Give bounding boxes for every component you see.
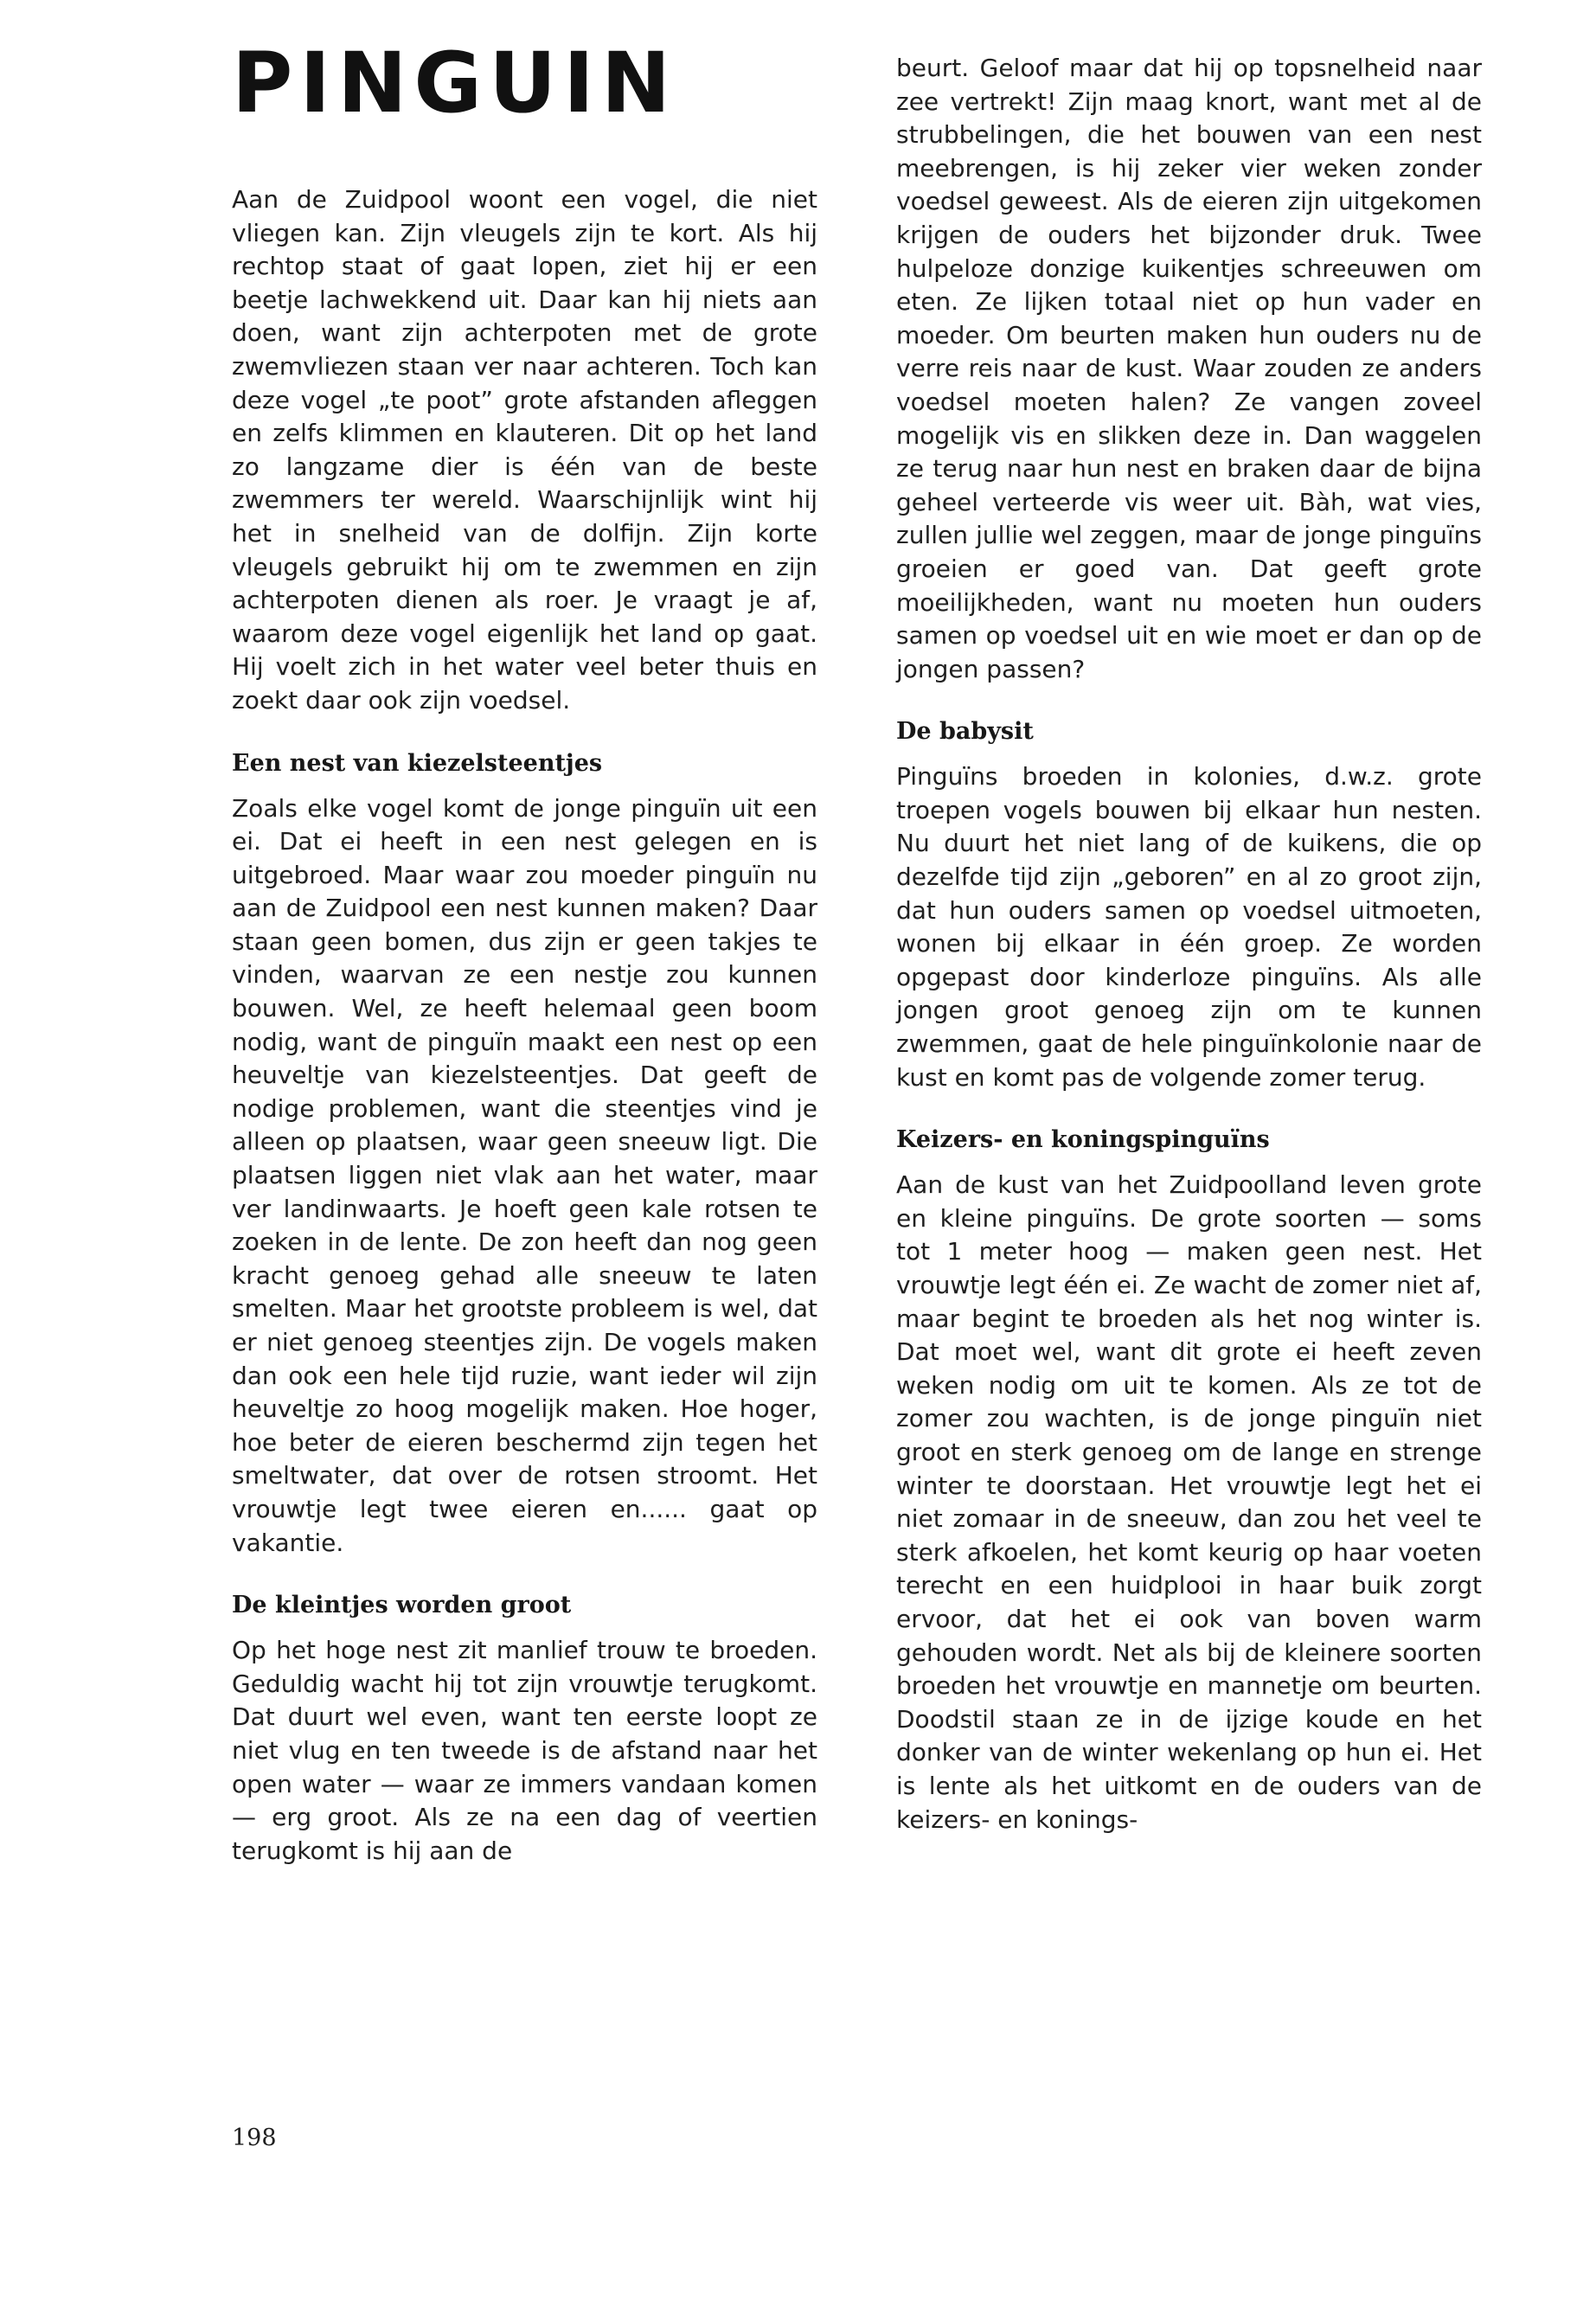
section-text-nest: Zoals elke vogel komt de jonge pinguïn uit een ei. Dat ei heeft in een nest gelegen en is uitgebroed. Maar waar zou moeder pinguïn nu aan de Zuidpool een nest kunnen maken? Daar staan geen bomen, dus zijn er geen takjes te vinden, waarvan ze een nestje zou kunnen bouwen. Wel, ze heeft helemaal geen boom nodig, want de pinguïn maakt een nest op een heuveltje van kiezelsteentjes. Dat geeft de nodige problemen, want die steentjes vind je alleen op plaatsen, waar geen sneeuw ligt. Die plaatsen liggen niet vlak aan het water, maar ver landinwaarts. Je hoeft geen kale rotsen te zoeken in de lente. De zon heeft dan nog geen kracht genoeg gehad alle sneeuw te laten smelten. Maar het grootste probleem is wel, dat er niet genoeg steentjes zijn. De vogels maken dan ook een hele tijd ruzie, want ieder wil zijn heuveltje zo hoog mogelijk maken. Hoe hoger, hoe beter de eieren beschermd zijn tegen het smeltwater, dat over de rotsen stroomt. Het vrouwtje legt twee eieren en...... gaat op vakantie. bbox=[232, 793, 817, 1557]
right-column bbox=[896, 52, 1482, 1836]
section-heading-nest: Een nest van kiezelsteentjes bbox=[232, 749, 603, 777]
continuation-paragraph: beurt. Geloof maar dat hij op topsnelheid naar zee vertrekt! Zijn maag knort, want met al de strubbelingen, die het bouwen van een nest meebrengen, is hij zeker vier weken zonder voedsel geweest. Als de eieren zijn uitgekomen krijgen de ouders het bijzonder druk. Twee hulpeloze donzige kuikentjes schreeuwen om eten. Ze lijken totaal niet op hun vader en moeder. Om beurten maken hun ouders nu de verre reis naar de kust. Waar zouden ze anders voedsel moeten halen? Ze vangen zoveel mogelijk vis en slikken deze in. Dan waggelen ze terug naar hun nest en braken daar de bijna geheel verteerde vis weer uit. Bàh, wat vies, zullen jullie wel zeggen, maar de jonge pinguïns groeien er goed van. Dat geeft grote moeilijkheden, want nu moeten hun ouders samen op voedsel uit en wie moet er dan op de jongen passen? bbox=[896, 54, 1482, 683]
section-heading-babysit: De babysit bbox=[896, 718, 1034, 746]
section-heading-keizers: Keizers- en koningspinguïns bbox=[896, 1126, 1270, 1154]
article-title: PINGUIN bbox=[232, 35, 678, 131]
intro-paragraph: Aan de Zuidpool woont een vogel, die niet vliegen kan. Zijn vleugels zijn te kort. Als hij rechtop staat of gaat lopen, ziet hij er een beetje lachwekkend uit. Daar kan hij niets aan doen, want zijn achterpoten met de grote zwemvliezen staan ver naar achteren. Toch kan deze vogel „te poot” grote afstanden afleggen en zelfs klimmen en klauteren. Dit op het land zo langzame dier is één van de beste zwemmers ter wereld. Waarschijnlijk wint hij het in snelheid van de dolfijn. Zijn korte vleugels gebruikt hij om te zwemmen en zijn achterpoten dienen als roer. Je vraagt je af, waarom deze vogel eigenlijk het land op gaat. Hij voelt zich in het water veel beter thuis en zoekt daar ook zijn voedsel. bbox=[232, 185, 817, 715]
page-number: 198 bbox=[232, 2125, 277, 2151]
section-text-babysit: Pinguïns broeden in kolonies, d.w.z. grote troepen vogels bouwen bij elkaar hun nesten. Nu duurt het niet lang of de kuikens, die op dezelfde tijd zijn „geboren” en al zo groot zijn, dat hun ouders samen op voedsel uitmoeten, wonen bij elkaar in één groep. Ze worden opgepast door kinderloze pinguïns. Als alle jongen groot genoeg zijn om te kunnen zwemmen, gaat de hele pinguïnkolonie naar de kust en komt pas de volgende zomer terug. bbox=[896, 762, 1482, 1092]
section-heading-kleintjes: De kleintjes worden groot bbox=[232, 1592, 572, 1619]
section-text-kleintjes: Op het hoge nest zit manlief trouw te broeden. Geduldig wacht hij tot zijn vrouwtje terugkomt. Dat duurt wel even, want ten eerste loopt ze niet vlug en ten tweede is de afstand naar het open water — waar ze immers vandaan komen — erg groot. Als ze na een dag of veertien terugkomt is hij aan de bbox=[232, 1636, 817, 1865]
section-text-keizers: Aan de kust van het Zuidpoolland leven grote en kleine pinguïns. De grote soorten — soms tot 1 meter hoog — maken geen nest. Het vrouwtje legt één ei. Ze wacht de zomer niet af, maar begint te broeden als het nog winter is. Dat moet wel, want dit grote ei heeft zeven weken nodig om uit te komen. Als ze tot de zomer zou wachten, is de jonge pinguïn niet groot en sterk genoeg om de lange en strenge winter te doorstaan. Het vrouwtje legt het ei niet zomaar in de sneeuw, dan zou het veel te sterk afkoelen, het komt keurig op haar voeten terecht en een huidplooi in haar buik zorgt ervoor, dat het ei ook van boven warm gehouden wordt. Net als bij de kleinere soorten broeden het vrouwtje en mannetje om beurten. Doodstil staan ze in de ijzige koude en het donker van de winter wekenlang op hun ei. Het is lente als het uitkomt en de ouders van de keizers- en konings- bbox=[896, 1170, 1482, 1834]
left-column bbox=[232, 183, 817, 1868]
